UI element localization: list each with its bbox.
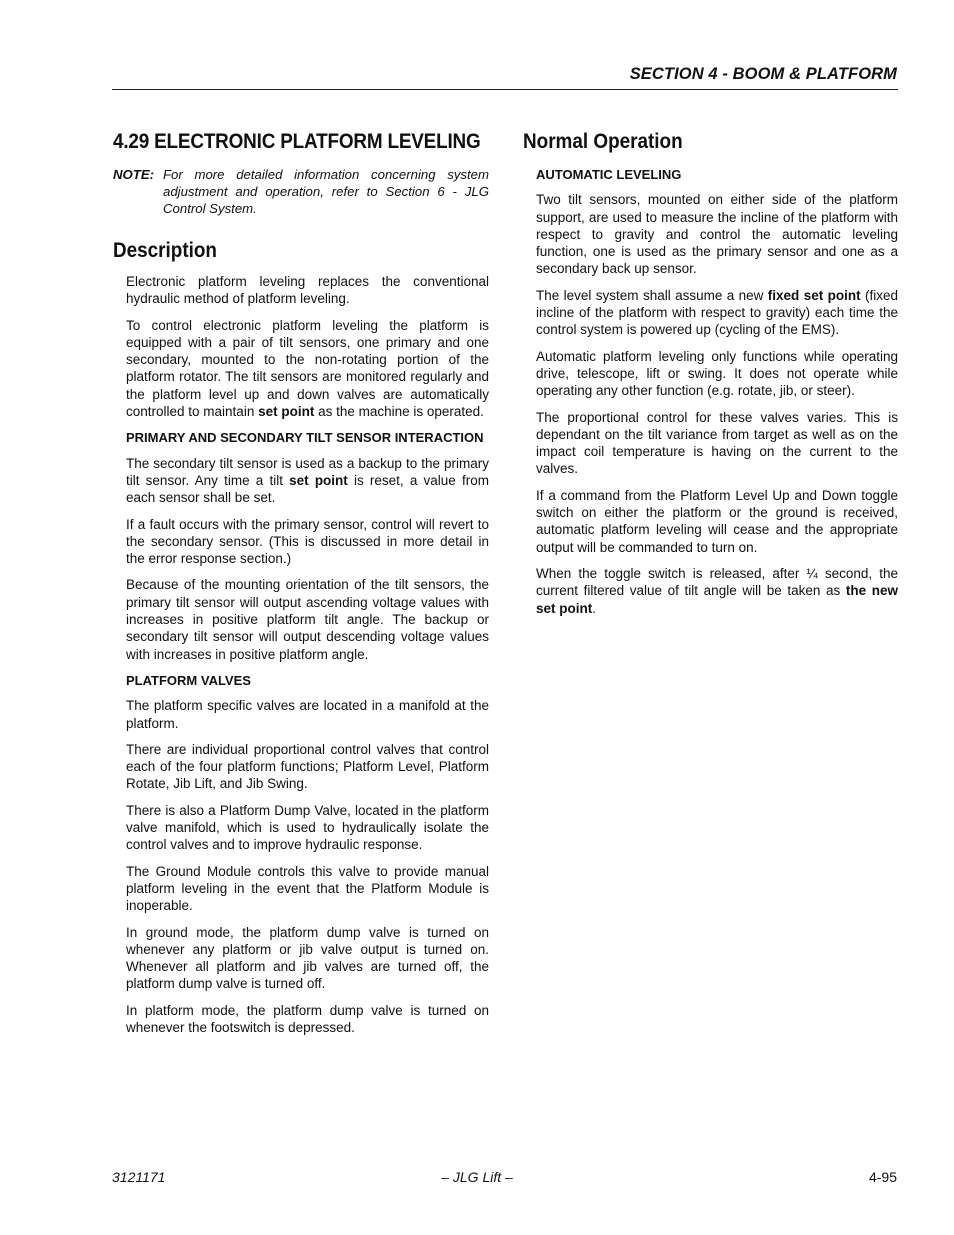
paragraph: The Ground Module controls this valve to provide manual platform leveling in the event that the Platform Module is inoperable. [126, 863, 489, 914]
subheading-tilt-sensor: PRIMARY AND SECONDARY TILT SENSOR INTERACTION [126, 430, 484, 446]
paragraph: When the toggle switch is released, after ¼ second, the current filtered value of tilt angle will be taken as the new set point. [536, 565, 899, 616]
paragraph: In ground mode, the platform dump valve is turned on whenever any platform or jib valve output is turned on. Whenever all platform and jib valves are turned off, the platform dump valve is turned off. [126, 924, 489, 992]
left-column [113, 130, 489, 1045]
paragraph: Two tilt sensors, mounted on either side of the platform support, are used to measure the incline of the platform with respect to gravity and control the automatic leveling function, one is used as the primary sensor and one as a secondary back up sensor. [536, 192, 898, 277]
description-heading: Description [113, 239, 217, 262]
paragraph: If a command from the Platform Level Up and Down toggle switch on either the platform or the ground is received, automatic platform leveling will cease and the appropriate output will be commanded to turn on. [536, 487, 898, 555]
footer-brand: – JLG Lift – [441, 1169, 513, 1185]
note-label: NOTE: [113, 167, 155, 182]
paragraph: The platform specific valves are located in a manifold at the platform. [126, 698, 489, 731]
paragraph: To control electronic platform leveling the platform is equipped with a pair of tilt sensors, one primary and one secondary, mounted to the non-rotating portion of the platform rotator. The tilt sensors are monitored regularly and the platform level up and down valves are automatically controlled to maintain set point as the machine is operated. [126, 317, 489, 420]
paragraph: There are individual proportional control valves that control each of the four platform functions; Platform Level, Platform Rotate, Jib Lift, and Jib Swing. [126, 741, 489, 792]
right-column [523, 130, 898, 626]
paragraph: In platform mode, the platform dump valve is turned on whenever the footswitch is depressed. [126, 1002, 489, 1035]
paragraph: Automatic platform leveling only functions while operating drive, telescope, lift or swing. It does not operate while operating any other function (e.g. rotate, jib, or steer). [536, 348, 898, 399]
paragraph: The secondary tilt sensor is used as a backup to the primary tilt sensor. Any time a tilt set point is reset, a value from each sensor shall be set. [126, 455, 489, 506]
subheading-platform-valves: PLATFORM VALVES [126, 672, 251, 688]
paragraph: Because of the mounting orientation of the tilt sensors, the primary tilt sensor will output ascending voltage values with increases in positive platform tilt angle. The backup or secondary tilt sensor will output descending voltage values with increases in positive platform angle. [126, 577, 489, 662]
paragraph: The level system shall assume a new fixed set point (fixed incline of the platform with respect to gravity) each time the control system is powered up (cycling of the EMS). [536, 287, 898, 338]
section-heading: 4.29 ELECTRONIC PLATFORM LEVELING [113, 130, 481, 153]
paragraph: There is also a Platform Dump Valve, located in the platform valve manifold, which is used to hydraulically isolate the control valves and to improve hydraulic response. [126, 802, 489, 853]
doc-number: 3121171 [112, 1169, 166, 1185]
header-rule [112, 89, 898, 90]
page-number: 4-95 [868, 1169, 897, 1185]
paragraph: Electronic platform leveling replaces the conventional hydraulic method of platform leveling. [126, 274, 489, 307]
normal-operation-heading: Normal Operation [523, 130, 683, 153]
normal-operation-body [523, 166, 898, 617]
paragraph: If a fault occurs with the primary sensor, control will revert to the secondary sensor. (This is discussed in more detail in the error response section.) [126, 516, 489, 567]
note [113, 166, 489, 217]
section-header: SECTION 4 - BOOM & PLATFORM [629, 65, 897, 83]
paragraph: The proportional control for these valves varies. This is dependant on the tilt variance from target as well as on the impact coil temperature is having on the current to the valves. [536, 409, 898, 477]
subheading-automatic-leveling: AUTOMATIC LEVELING [536, 167, 682, 182]
description-body [113, 273, 489, 1036]
note-text: For more detailed information concerning system adjustment and operation, refer to Section 6 - JLG Control System. [163, 167, 489, 216]
